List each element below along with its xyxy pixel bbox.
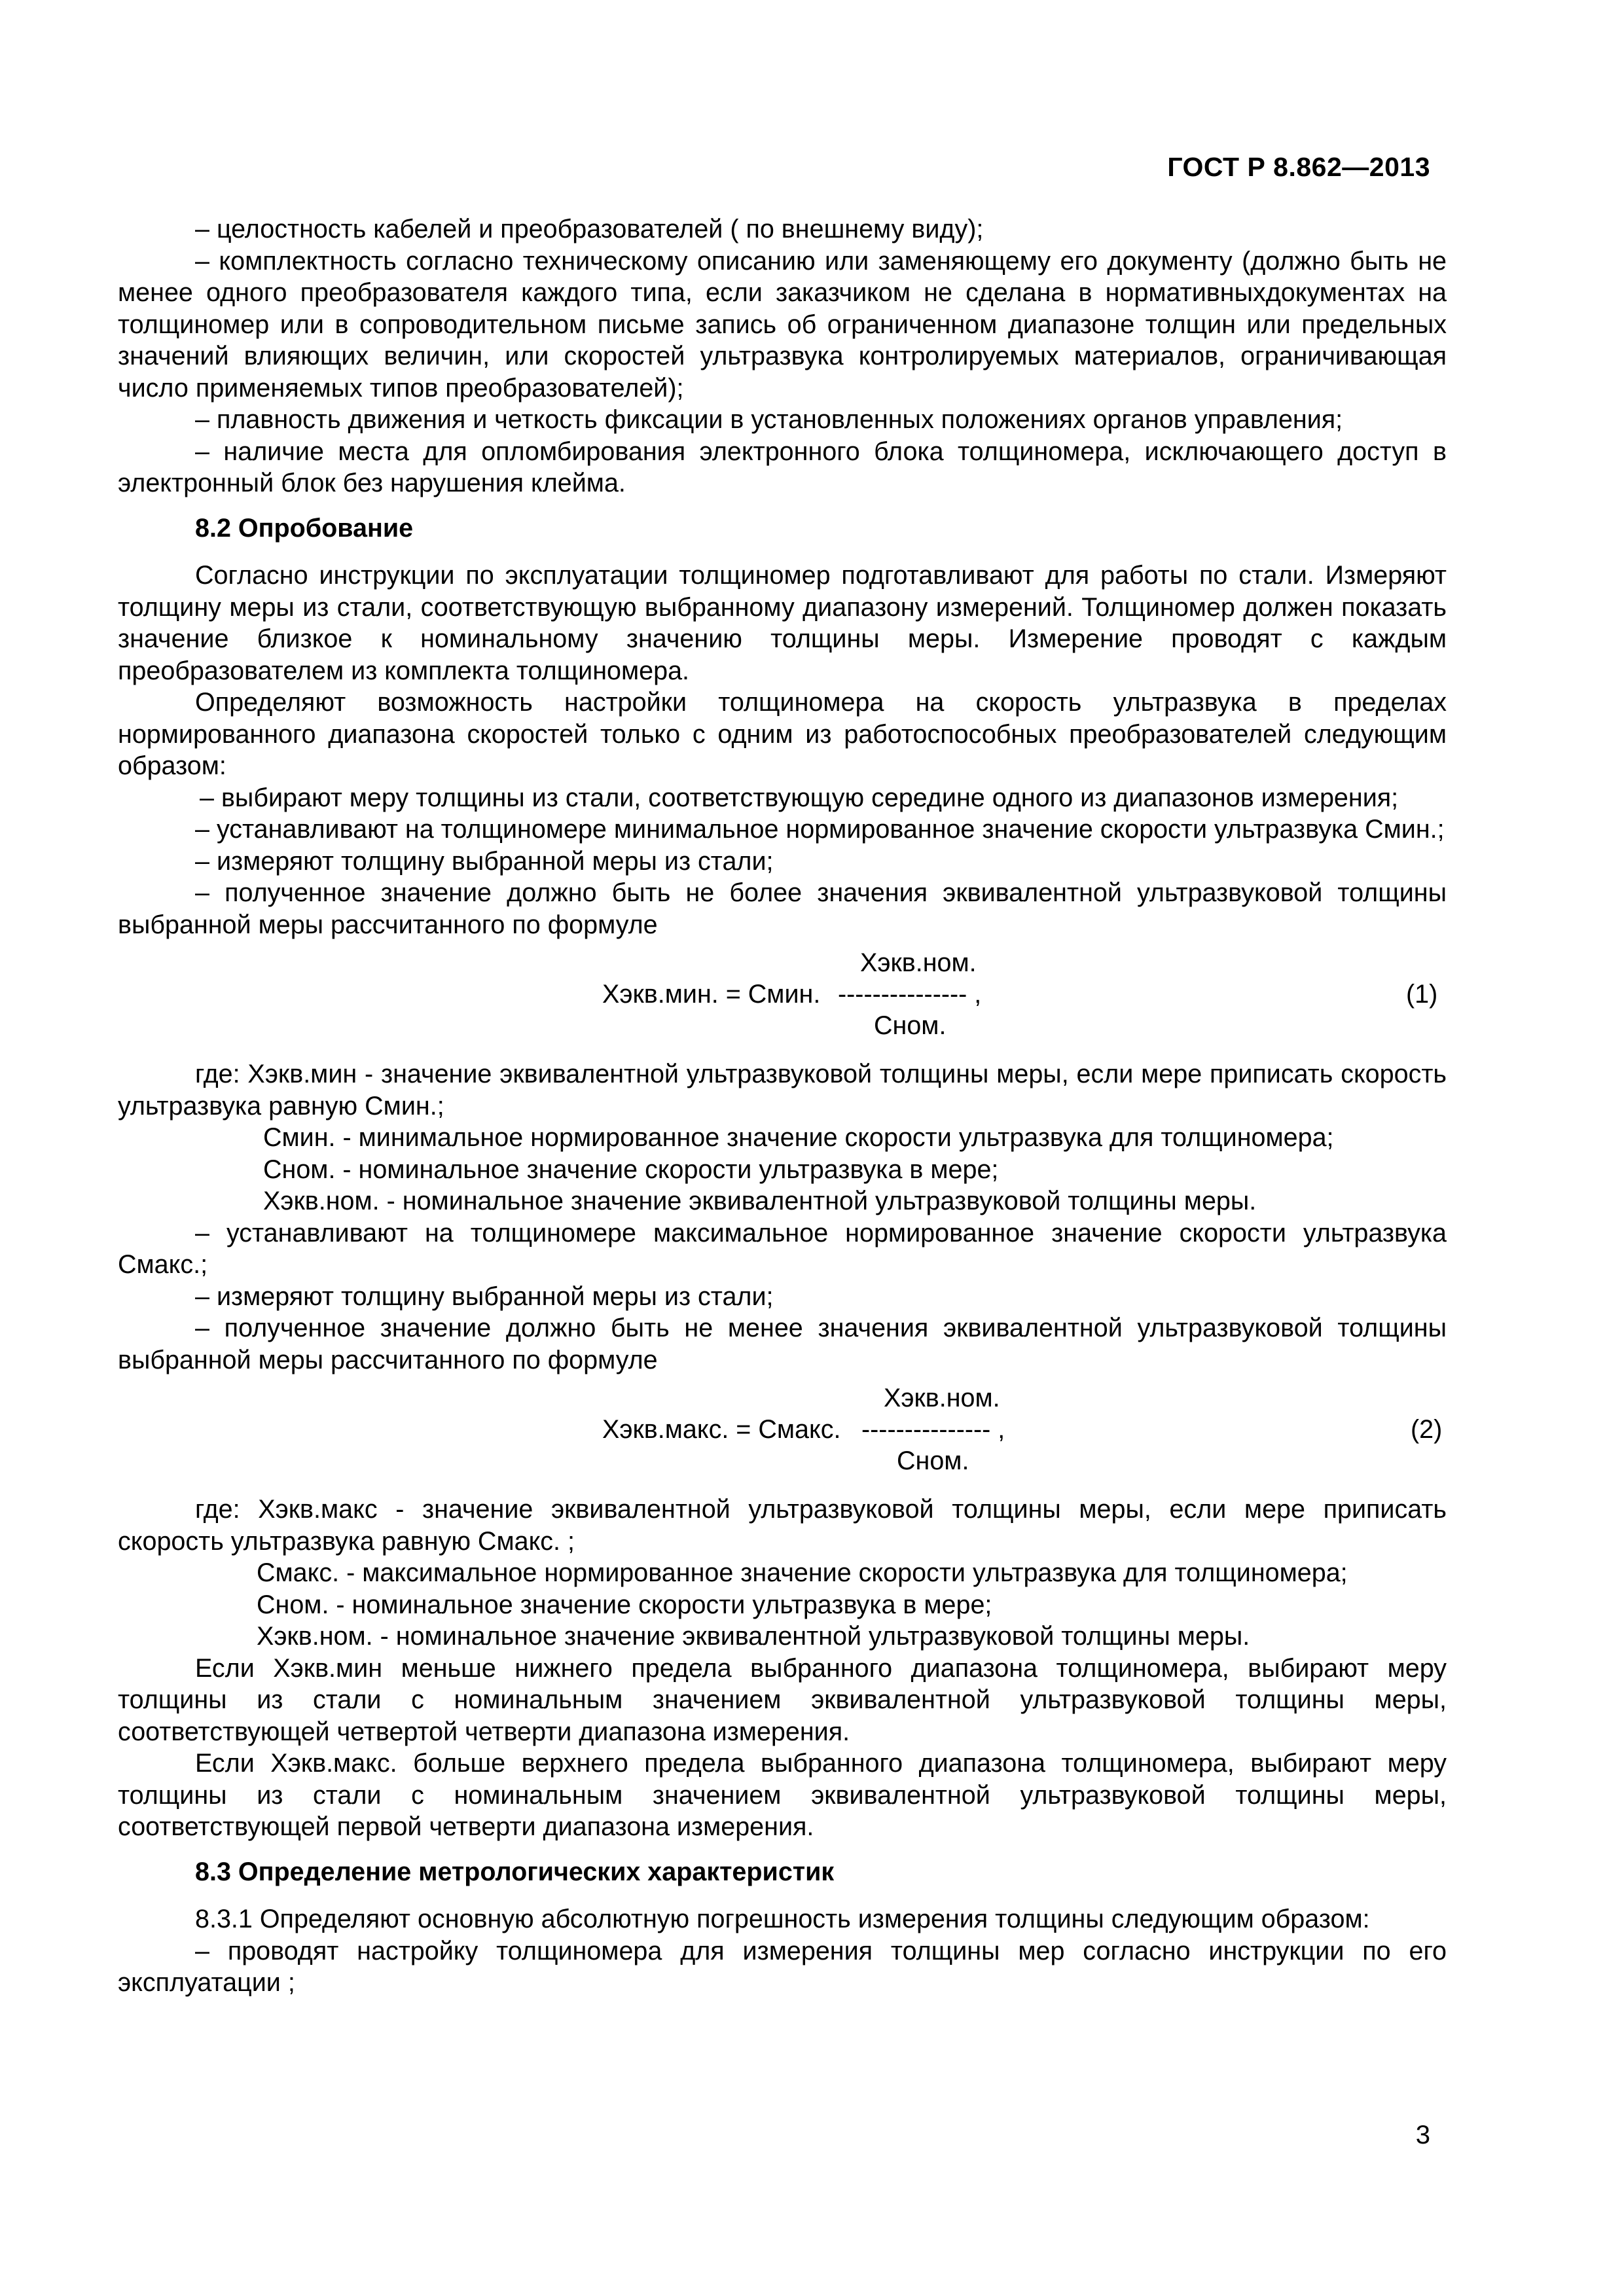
- formula-number: (2): [1411, 1415, 1443, 1444]
- paragraph: – полученное значение должно быть не менее значения эквивалентной ультразвуковой толщины выбранной меры рассчитанного по формуле: [118, 1314, 1447, 1374]
- formula-denominator: Сном.: [897, 1446, 969, 1475]
- paragraph: – целостность кабелей и преобразователей ( по внешнему виду);: [195, 215, 984, 243]
- formula-fraction-bar: --------------- ,: [838, 980, 982, 1009]
- page-number: 3: [1415, 2121, 1430, 2149]
- formula-numerator: Хэкв.ном.: [884, 1384, 1000, 1412]
- formula-lhs: Хэкв.макс. = Смакс.: [602, 1415, 841, 1444]
- paragraph: Согласно инструкции по эксплуатации толщиномер подготавливают для работы по стали. Измеряют толщину меры из стали, соответствующую выбранному диапазону измерений. Толщиномер должен показать значение близкое к номинальному значению толщины меры. Измерение проводят с каждым преобразователем из комплекта толщиномера.: [118, 561, 1447, 685]
- formula-2: [118, 1382, 1447, 1480]
- formula-number: (1): [1406, 980, 1438, 1009]
- paragraph: где: Хэкв.мин - значение эквивалентной ультразвуковой толщины меры, если мере приписать скорость ультразвука равную Смин.;: [118, 1060, 1447, 1121]
- paragraph: – проводят настройку толщиномера для измерения толщины мер согласно инструкции по его эксплуатации ;: [118, 1936, 1447, 1997]
- paragraph: – полученное значение должно быть не более значения эквивалентной ультразвуковой толщины выбранной меры рассчитанного по формуле: [118, 878, 1447, 939]
- definition-item: Смакс. - максимальное нормированное значение скорости ультразвука для толщиномера;: [257, 1558, 1348, 1587]
- paragraph: где: Хэкв.макс - значение эквивалентной ультразвуковой толщины меры, если мере приписать скорость ультразвука равную Смакс. ;: [118, 1495, 1447, 1556]
- paragraph: Если Хэкв.мин меньше нижнего предела выбранного диапазона толщиномера, выбирают меру толщины из стали с номинальным значением эквивалентной ультразвуковой толщины меры, соответствующей четвертой четверти диапазона измерения.: [118, 1653, 1447, 1746]
- definition-item: Сном. - номинальное значение скорости ультразвука в мере;: [263, 1155, 999, 1184]
- definition-item: Смин. - минимальное нормированное значение скорости ультразвука для толщиномера;: [263, 1123, 1334, 1152]
- paragraph: – измеряют толщину выбранной меры из стали;: [195, 846, 774, 876]
- paragraph: – устанавливают на толщиномере максимальное нормированное значение скорости ультразвука Смакс.;: [118, 1218, 1447, 1279]
- paragraph: Определяют возможность настройки толщиномера на скорость ультразвука в пределах нормированного диапазона скоростей только с одним из работоспособных преобразователей следующим образом:: [118, 688, 1447, 780]
- formula-numerator: Хэкв.ном.: [860, 948, 977, 977]
- paragraph: 8.3.1 Определяют основную абсолютную погрешность измерения толщины следующим образом:: [195, 1905, 1370, 1933]
- definition-item: Сном. - номинальное значение скорости ультразвука в мере;: [257, 1590, 992, 1619]
- formula-fraction-bar: --------------- ,: [861, 1415, 1005, 1444]
- definition-item: Хэкв.ном. - номинальное значение эквивалентной ультразвуковой толщины меры.: [263, 1187, 1257, 1215]
- paragraph: – измеряют толщину выбранной меры из стали;: [195, 1282, 774, 1311]
- section-heading: 8.2 Опробование: [195, 513, 414, 543]
- paragraph: – выбирают меру толщины из стали, соответствующую середине одного из диапазонов измерения;: [200, 783, 1399, 812]
- paragraph: – устанавливают на толщиномере минимальное нормированное значение скорости ультразвука Смин.;: [195, 815, 1445, 844]
- definition-item: Хэкв.ном. - номинальное значение эквивалентной ультразвуковой толщины меры.: [257, 1622, 1250, 1651]
- paragraph: Если Хэкв.макс. больше верхнего предела выбранного диапазона толщиномера, выбирают меру толщины из стали с номинальным значением эквивалентной ультразвуковой толщины меры, соответствующей первой четверти диапазона измерения.: [118, 1749, 1447, 1841]
- paragraph: – комплектность согласно техническому описанию или заменяющему его документу (должно быть не менее одного преобразователя каждого типа, если заказчиком не сделана в нормативныхдокументах на толщиномер или в сопроводительном письме запись об ограниченном диапазоне толщин или предельных значений влияющих величин, или скоростей ультразвука контролируемых материалов, ограничивающая число применяемых типов преобразователей);: [118, 246, 1447, 403]
- document-body: [118, 213, 1447, 1999]
- formula-1: [118, 947, 1447, 1045]
- paragraph: – плавность движения и четкость фиксации в установленных положениях органов управления;: [195, 405, 1343, 434]
- formula-lhs: Хэкв.мин. = Смин.: [602, 980, 821, 1009]
- document-header: ГОСТ Р 8.862—2013: [1167, 152, 1430, 182]
- formula-denominator: Сном.: [874, 1011, 947, 1040]
- section-heading: 8.3 Определение метрологических характеристик: [195, 1857, 835, 1886]
- paragraph: – наличие места для опломбирования электронного блока толщиномера, исключающего доступ в электронный блок без нарушения клейма.: [118, 437, 1447, 497]
